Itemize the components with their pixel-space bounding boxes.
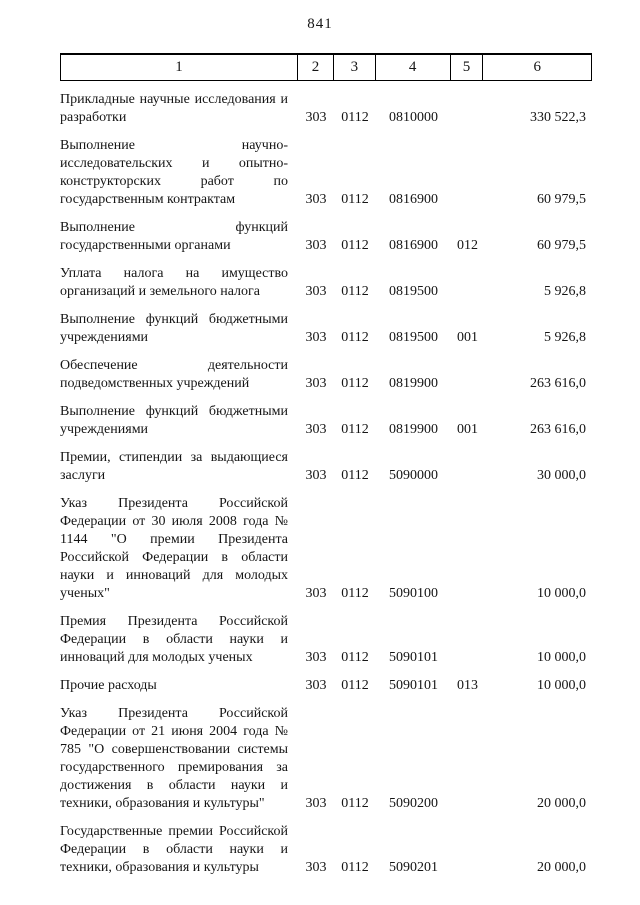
- cell-name: Выполнение функций государственными органами: [60, 220, 288, 253]
- cell-col6: 10 000,0: [537, 586, 586, 601]
- table-row: [60, 823, 592, 877]
- cell-col4: 0819900: [389, 376, 438, 391]
- cell-col3: 0112: [341, 110, 369, 125]
- cell-name: Прочие расходы: [60, 678, 157, 693]
- cell-col6: 10 000,0: [537, 650, 586, 665]
- cell-col6: 60 979,5: [537, 238, 586, 253]
- cell-col5: 013: [457, 678, 478, 693]
- table-row: [60, 265, 592, 301]
- cell-col3: 0112: [341, 678, 369, 693]
- cell-name: Выполнение функций бюджетными учреждениями: [60, 404, 288, 437]
- table-row: [60, 705, 592, 813]
- cell-name: Выполнение научно-исследовательских и опытно-конструкторских работ по государственным контрактам: [60, 138, 288, 207]
- cell-col4: 5090101: [389, 650, 438, 665]
- cell-col2: 303: [305, 192, 327, 207]
- column-header-3: 3: [334, 55, 376, 80]
- table-row: [60, 677, 592, 695]
- cell-name: Премии, стипендии за выдающиеся заслуги: [60, 450, 288, 483]
- cell-col3: 0112: [341, 422, 369, 437]
- cell-col2: 303: [305, 586, 327, 601]
- table-row: [60, 137, 592, 209]
- cell-col6: 263 616,0: [530, 376, 586, 391]
- cell-col4: 5090100: [389, 586, 438, 601]
- cell-col6: 60 979,5: [537, 192, 586, 207]
- cell-col4: 5090000: [389, 468, 438, 483]
- cell-name: Указ Президента Российской Федерации от 30 июля 2008 года № 1144 "О премии Президента Российской Федерации в области науки и инноваций для молодых ученых": [60, 496, 288, 601]
- table-row: [60, 495, 592, 603]
- table-row: [60, 311, 592, 347]
- cell-col2: 303: [305, 860, 327, 875]
- cell-col4: 5090101: [389, 678, 438, 693]
- cell-col6: 10 000,0: [537, 678, 586, 693]
- cell-col2: 303: [305, 678, 327, 693]
- cell-col4: 0819500: [389, 330, 438, 345]
- cell-col4: 0816900: [389, 192, 438, 207]
- cell-col3: 0112: [341, 468, 369, 483]
- cell-col4: 0819500: [389, 284, 438, 299]
- cell-col4: 5090201: [389, 860, 438, 875]
- table-body: [60, 91, 592, 877]
- column-header-5: 5: [451, 55, 484, 80]
- cell-col2: 303: [305, 330, 327, 345]
- cell-col3: 0112: [341, 284, 369, 299]
- cell-col5: 001: [457, 422, 478, 437]
- cell-col5: 001: [457, 330, 478, 345]
- cell-col2: 303: [305, 796, 327, 811]
- column-header-4: 4: [376, 55, 451, 80]
- cell-col3: 0112: [341, 650, 369, 665]
- column-header-6: 6: [533, 59, 541, 75]
- cell-name: Выполнение функций бюджетными учреждениями: [60, 312, 288, 345]
- table-row: [60, 219, 592, 255]
- cell-col2: 303: [305, 284, 327, 299]
- cell-col4: 5090200: [389, 796, 438, 811]
- table-row: [60, 357, 592, 393]
- cell-col6: 30 000,0: [537, 468, 586, 483]
- cell-col2: 303: [305, 110, 327, 125]
- cell-col6: 20 000,0: [537, 796, 586, 811]
- cell-name: Государственные премии Российской Федерации в области науки и техники, образования и культуры: [60, 824, 288, 875]
- cell-col3: 0112: [341, 586, 369, 601]
- cell-name: Премия Президента Российской Федерации в области науки и инноваций для молодых ученых: [60, 614, 288, 665]
- cell-col4: 0810000: [389, 110, 438, 125]
- cell-col2: 303: [305, 376, 327, 391]
- budget-table: [60, 53, 592, 877]
- cell-col4: 0816900: [389, 238, 438, 253]
- cell-col2: 303: [305, 650, 327, 665]
- cell-col6: 5 926,8: [544, 284, 586, 299]
- cell-col2: 303: [305, 422, 327, 437]
- cell-col2: 303: [305, 468, 327, 483]
- cell-col5: 012: [457, 238, 478, 253]
- cell-col3: 0112: [341, 330, 369, 345]
- column-header-1: 1: [61, 55, 298, 80]
- table-row: [60, 613, 592, 667]
- cell-col4: 0819900: [389, 422, 438, 437]
- cell-col3: 0112: [341, 796, 369, 811]
- cell-name: Указ Президента Российской Федерации от 21 июня 2004 года № 785 "О совершенствовании системы государственного премирования за достижения в области науки и техники, образования и культуры": [60, 706, 288, 811]
- cell-col6: 330 522,3: [530, 110, 586, 125]
- cell-col3: 0112: [341, 376, 369, 391]
- cell-col6: 5 926,8: [544, 330, 586, 345]
- column-header-2: 2: [298, 55, 334, 80]
- cell-name: Уплата налога на имущество организаций и земельного налога: [60, 266, 288, 299]
- cell-col6: 263 616,0: [530, 422, 586, 437]
- table-row: [60, 91, 592, 127]
- cell-name: Обеспечение деятельности подведомственных учреждений: [60, 358, 288, 391]
- page-number: 841: [307, 16, 333, 32]
- cell-col3: 0112: [341, 192, 369, 207]
- table-row: [60, 449, 592, 485]
- cell-col3: 0112: [341, 860, 369, 875]
- table-header-row: [60, 53, 592, 81]
- cell-name: Прикладные научные исследования и разработки: [60, 92, 288, 125]
- cell-col3: 0112: [341, 238, 369, 253]
- table-row: [60, 403, 592, 439]
- cell-col6: 20 000,0: [537, 860, 586, 875]
- cell-col2: 303: [305, 238, 327, 253]
